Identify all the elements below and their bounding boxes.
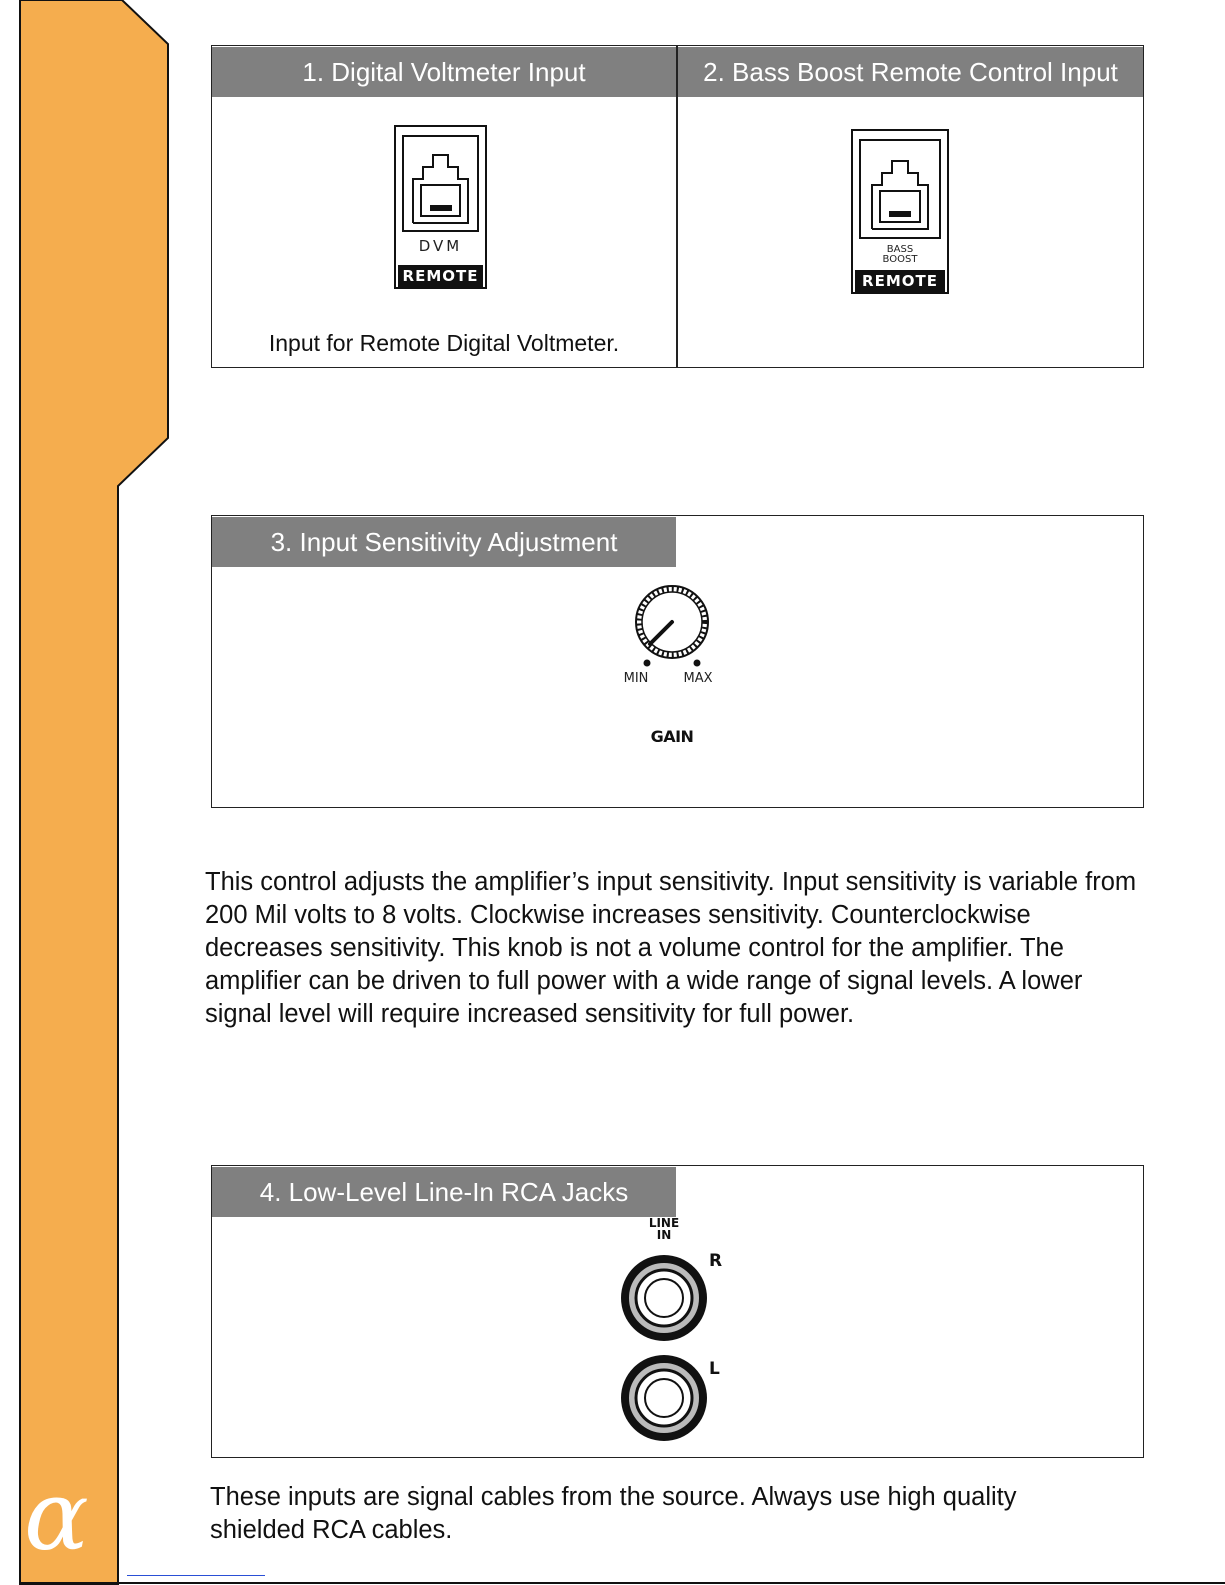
rj-port-icon bbox=[407, 141, 474, 227]
rca-jack-right-icon bbox=[618, 1252, 710, 1344]
gain-knob-icon bbox=[630, 580, 714, 668]
in-label: IN bbox=[656, 1228, 672, 1242]
knob-min-label: MIN bbox=[623, 671, 649, 686]
dvm-remote-tag: REMOTE bbox=[398, 265, 483, 287]
right-channel-label: R bbox=[709, 1251, 723, 1271]
section-1-caption: Input for Remote Digital Voltmeter. bbox=[268, 330, 620, 356]
section-3-title: 3. Input Sensitivity Adjustment bbox=[212, 517, 676, 567]
rca-jack-left-icon bbox=[618, 1352, 710, 1444]
bass-label: BASS bbox=[886, 244, 914, 255]
bass-boost-jack bbox=[851, 129, 949, 294]
section-4-title: 4. Low-Level Line-In RCA Jacks bbox=[212, 1167, 676, 1217]
rj-port-icon bbox=[865, 147, 935, 233]
brand-logo bbox=[24, 1460, 119, 1572]
sidebar-band bbox=[0, 0, 175, 1585]
dvm-label: DVM bbox=[418, 237, 463, 255]
line-label: LINE bbox=[648, 1216, 680, 1230]
knob-max-label: MAX bbox=[683, 671, 713, 686]
rca-paragraph: These inputs are signal cables from the source. Always use high quality shielded RCA cables. bbox=[210, 1483, 1017, 1544]
footer-link-underline bbox=[127, 1575, 265, 1576]
dvm-jack bbox=[394, 125, 487, 289]
sensitivity-paragraph: This control adjusts the amplifier’s input sensitivity. Input sensitivity is variable from 200 Mil volts to 8 volts. Clockwise increases sensitivity. Counterclockwise decreases sensitivity. This knob is not a volume control for the amplifier. The amplifier can be driven to full power with a wide range of signal levels. A lower signal level will require increased sensitivity for full power. bbox=[205, 868, 1137, 1028]
gain-label: GAIN bbox=[650, 727, 694, 746]
bass-boost-remote-tag: REMOTE bbox=[855, 270, 945, 292]
boost-label: BOOST bbox=[882, 254, 918, 265]
section-1-title: 1. Digital Voltmeter Input bbox=[212, 47, 676, 97]
alpha-logo-icon: α bbox=[24, 1460, 89, 1572]
bottom-rule bbox=[20, 1582, 1225, 1584]
left-channel-label: L bbox=[709, 1359, 720, 1379]
section-2-title: 2. Bass Boost Remote Control Input bbox=[678, 47, 1143, 97]
